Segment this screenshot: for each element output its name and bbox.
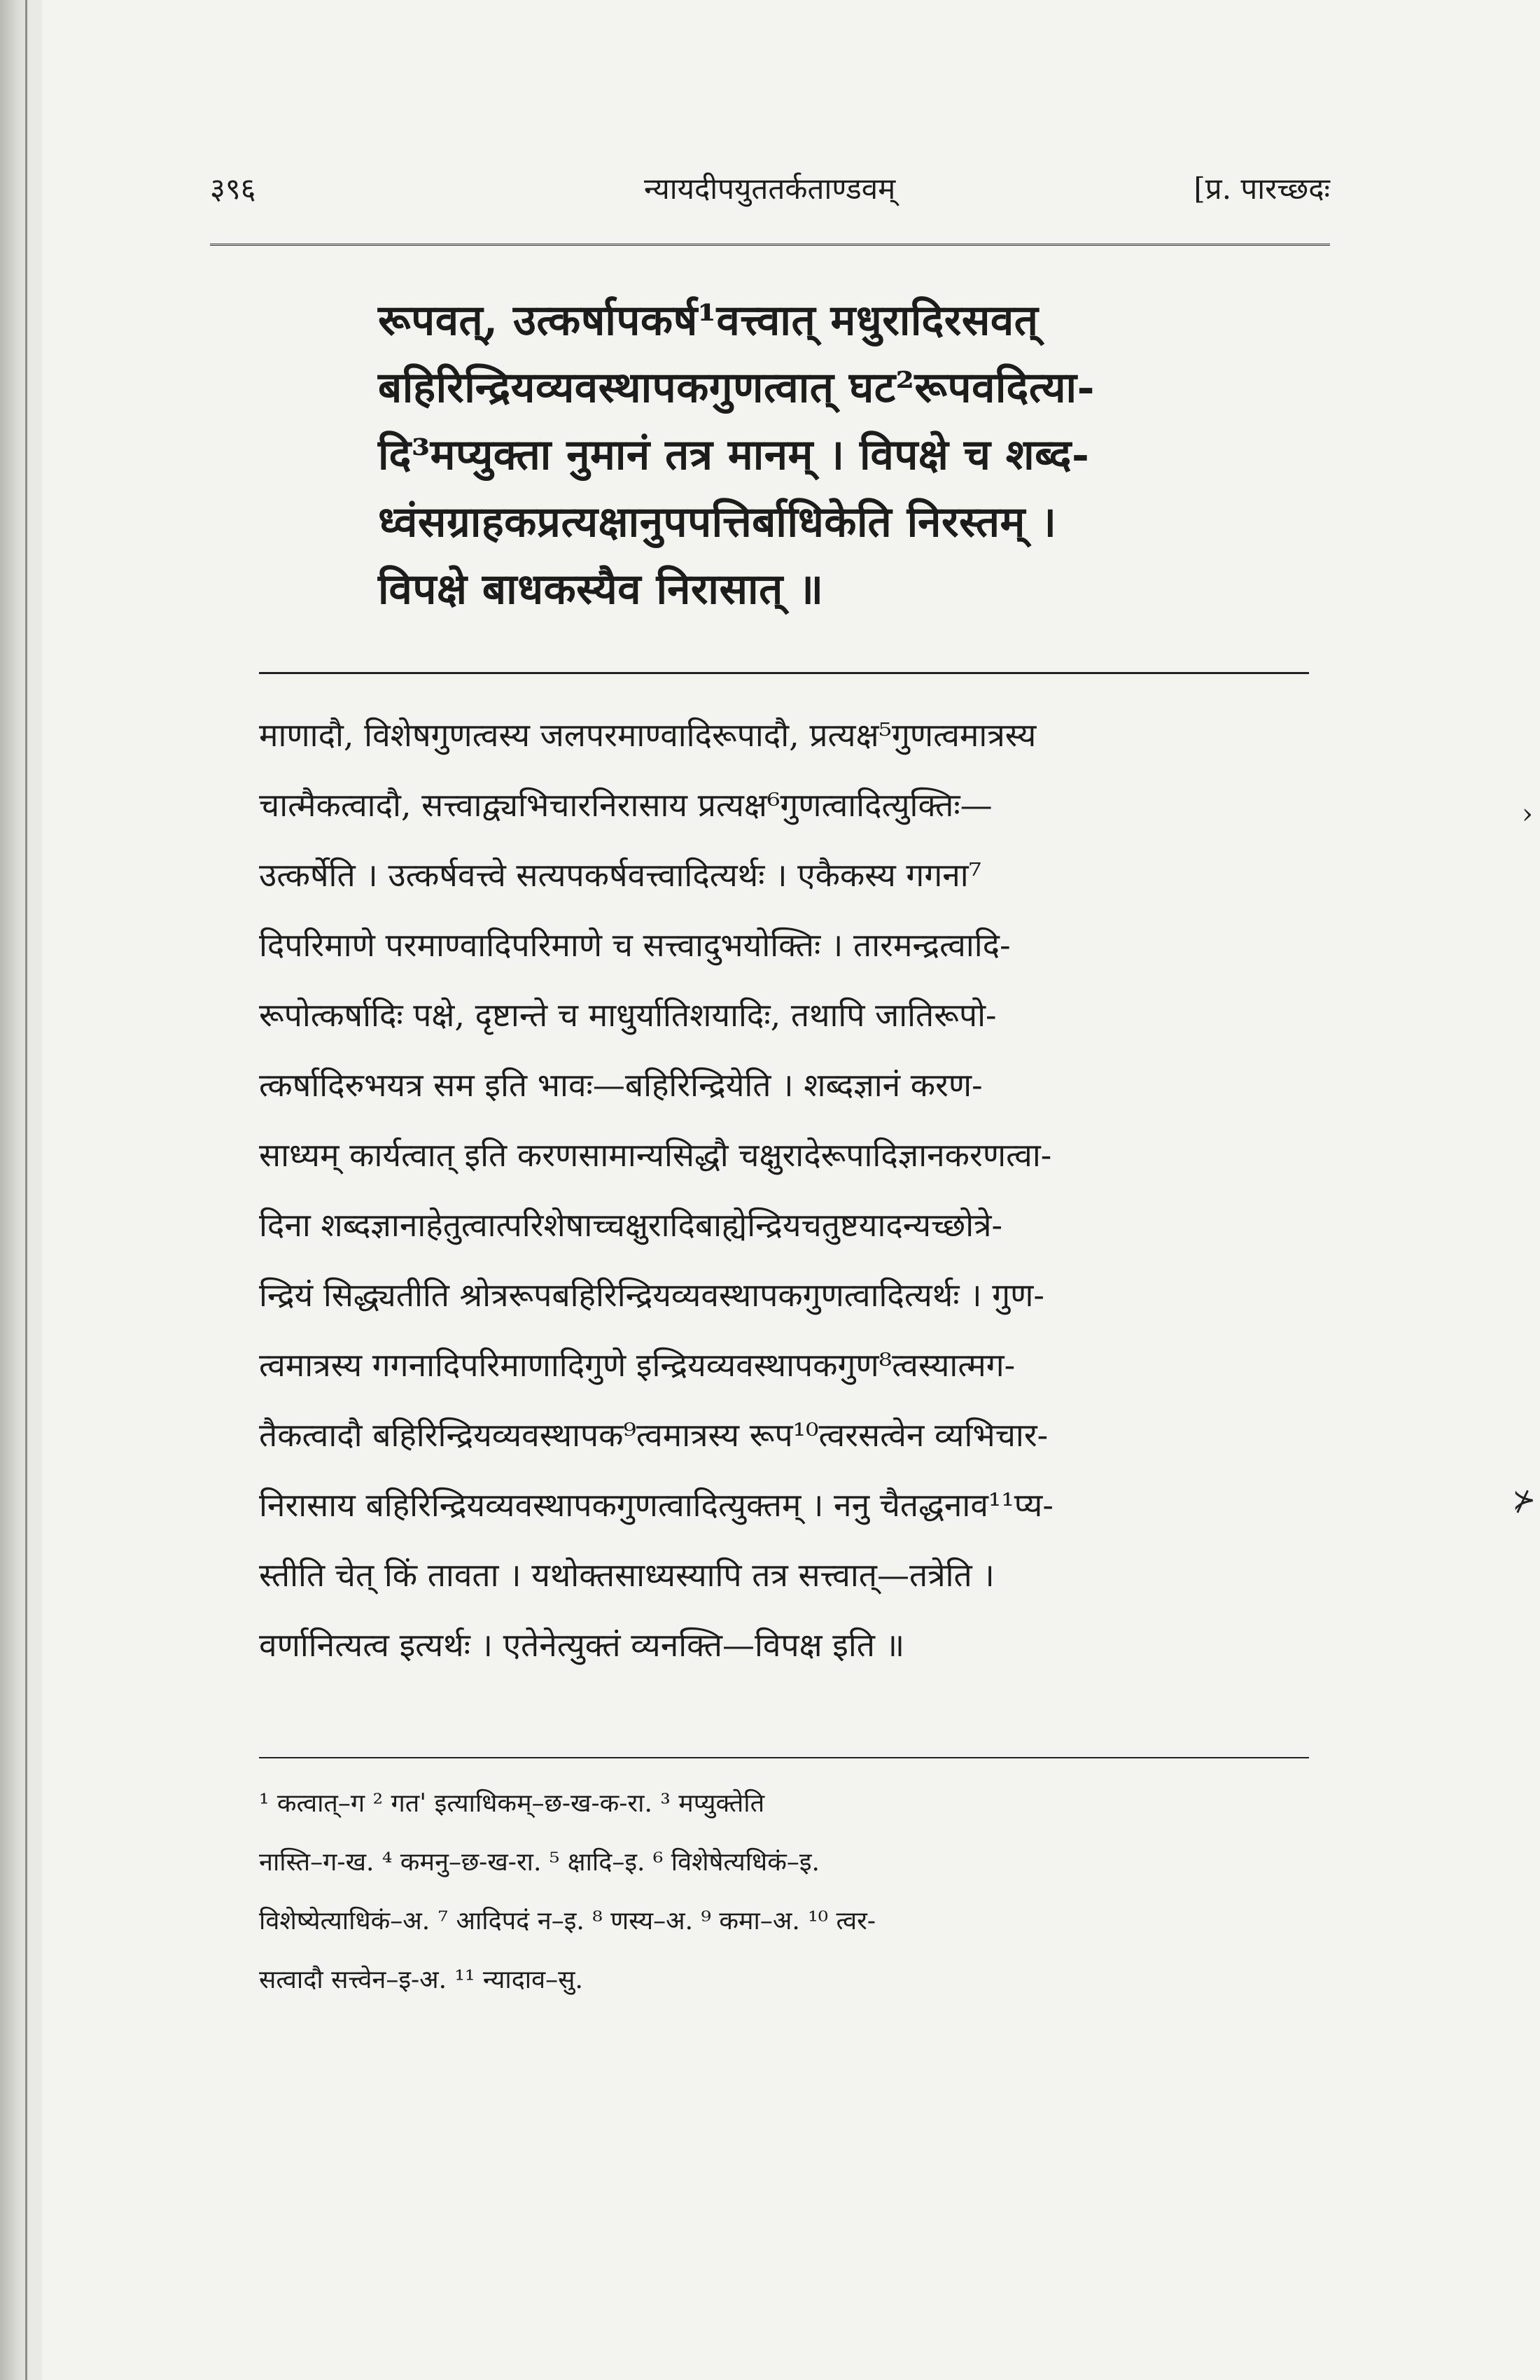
footnote-line: नास्ति–ग-ख. ⁴ कमनु–छ-ख-रा. ⁵ क्षादि–इ. ⁶ विशेषेत्यधिकं–इ. (259, 1848, 820, 1877)
commentary-line: त्वमात्रस्य गगनादिपरिमाणादिगुणे इन्द्रियव्यवस्थापकगुण⁸त्वस्यात्मग- (259, 1346, 1016, 1384)
verse-line: दि³मप्युक्ता नुमानं तत्र मानम् । विपक्षे च शब्द- (378, 430, 1090, 479)
footnote-line: ¹ कत्वात्–ग ² गत' इत्याधिकम्–छ-ख-क-रा. ³ मप्युक्तेति (259, 1789, 765, 1818)
footnote-line: विशेष्येत्याधिकं–अ. ⁷ आदिपदं न–इ. ⁸ णस्य–अ. ⁹ कमा–अ. ¹⁰ त्वर- (259, 1907, 876, 1935)
verse-line: बहिरिन्द्रियव्यवस्थापकगुणत्वात् घट²रूपवदित्या- (378, 363, 1095, 412)
verse-divider (259, 672, 1309, 674)
page-number: ३९६ (210, 172, 256, 206)
commentary-line: चात्मैकत्वादौ, सत्त्वाद्व्यभिचारनिरासाय प्रत्यक्ष⁶गुणत्वादित्युक्तिः— (259, 786, 993, 824)
commentary-line: दिना शब्दज्ञानाहेतुत्वात्परिशेषाच्चक्षुरादिबाह्येन्द्रियचतुष्टयादन्यच्छोत्रे- (259, 1206, 1003, 1244)
commentary-line: वर्णानित्यत्व इत्यर्थः । एतेनेत्युक्तं व्यनक्ति—विपक्ष इति ॥ (259, 1626, 905, 1664)
footnote-line: सत्वादौ सत्त्वेन–इ-अ. ¹¹ न्यादाव–सु. (259, 1966, 583, 1994)
commentary-line: त्कर्षादिरुभयत्र सम इति भावः—बहिरिन्द्रियेति । शब्दज्ञानं करण- (259, 1066, 983, 1104)
header-rule (210, 244, 1330, 248)
page-header (210, 168, 1330, 217)
commentary-line: उत्कर्षेति । उत्कर्षवत्त्वे सत्यपकर्षवत्त्वादित्यर्थः । एकैकस्य गगना⁷ (259, 856, 982, 894)
commentary-line: स्तीति चेत् किं तावता । यथोक्तसाध्यस्यापि तत्र सत्त्वात्—तत्रेति । (259, 1556, 995, 1594)
section-label: [प्र. पारच्छदः (1194, 172, 1330, 206)
commentary-line: दिपरिमाणे परमाण्वादिपरिमाणे च सत्त्वादुभयोक्तिः । तारमन्द्रत्वादि- (259, 926, 1011, 964)
margin-mark: › (1522, 798, 1533, 830)
commentary-line: निरासाय बहिरिन्द्रियव्यवस्थापकगुणत्वादित्युक्तम् । ननु चैतद्धनाव¹¹प्य- (259, 1486, 1054, 1524)
commentary-block (259, 700, 1351, 1680)
commentary-line: रूपोत्कर्षादिः पक्षे, दृष्टान्ते च माधुर्यातिशयादिः, तथापि जातिरूपो- (259, 996, 997, 1034)
verse-line: विपक्षे बाधकस्यैव निरासात् ॥ (378, 565, 824, 614)
verse-line: ध्वंसग्राहकप्रत्यक्षानुपपत्तिर्बाधिकेति निरस्तम् । (378, 498, 1057, 547)
book-spine-line (25, 0, 27, 2380)
margin-mark: ⊁ (1512, 1484, 1536, 1516)
verse-block (378, 287, 1267, 623)
verse-line: रूपवत्, उत्कर्षापकर्ष¹वत्त्वात् मधुरादिरसवत् (378, 296, 1039, 345)
commentary-line: साध्यम् कार्यत्वात् इति करणसामान्यसिद्धौ चक्षुरादेरूपादिज्ञानकरणत्वा- (259, 1136, 1052, 1174)
commentary-line: माणादौ, विशेषगुणत्वस्य जलपरमाण्वादिरूपादौ, प्रत्यक्ष⁵गुणत्वमात्रस्य (259, 716, 1037, 754)
commentary-line: तैकत्वादौ बहिरिन्द्रियव्यवस्थापक⁹त्वमात्रस्य रूप¹⁰त्वरसत्वेन व्यभिचार- (259, 1416, 1049, 1454)
footnotes-block (259, 1774, 1351, 2010)
running-title: न्यायदीपयुततर्कताण्डवम् (644, 172, 896, 206)
commentary-line: न्द्रियं सिद्ध्यतीति श्रोत्ररूपबहिरिन्द्रियव्यवस्थापकगुणत्वादित्यर्थः । गुण- (259, 1276, 1044, 1314)
footnote-divider (259, 1757, 1309, 1758)
